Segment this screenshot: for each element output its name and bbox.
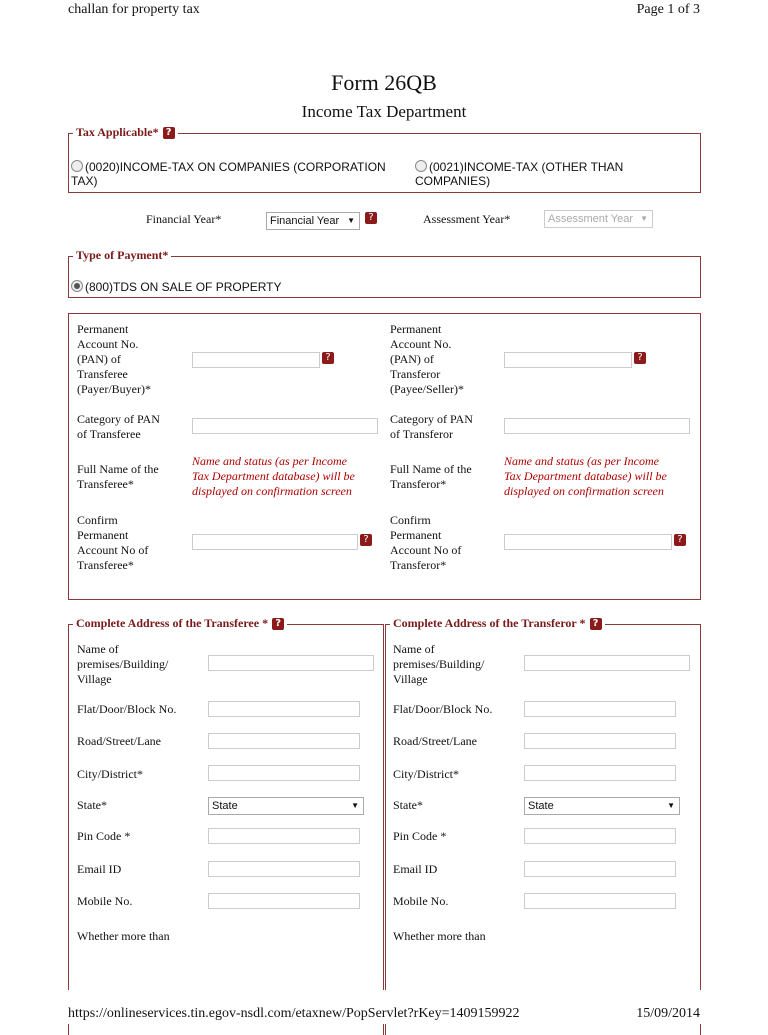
help-icon[interactable]: ? — [365, 212, 377, 224]
transferee-premises-input[interactable] — [208, 655, 374, 671]
transferor-premises-label: Name of premises/Building/ Village — [393, 642, 485, 686]
chevron-down-icon: ▼ — [347, 216, 355, 225]
document-title: challan for property tax — [68, 2, 200, 17]
transferee-mobile-input[interactable] — [208, 893, 360, 909]
transferor-pan-input[interactable] — [504, 352, 632, 368]
financial-year-label: Financial Year* — [146, 212, 222, 226]
form-title: Form 26QB — [331, 70, 437, 95]
transferor-state-label: State* — [393, 798, 423, 812]
transferor-confirm-label: Confirm Permanent Account No of Transferor* — [390, 513, 462, 572]
transferor-city-label: City/District* — [393, 767, 459, 781]
department-name: Income Tax Department — [301, 102, 467, 121]
transferor-mobile-label: Mobile No. — [393, 894, 449, 908]
payment-type-legend: Type of Payment* — [73, 248, 171, 263]
transferee-category-input[interactable] — [192, 418, 378, 434]
footer-date: 15/09/2014 — [636, 1006, 700, 1021]
transferee-flat-input[interactable] — [208, 701, 360, 717]
transferor-mobile-input[interactable] — [524, 893, 676, 909]
transferor-pin-label: Pin Code * — [393, 829, 447, 843]
transferor-flat-label: Flat/Door/Block No. — [393, 702, 493, 716]
transferor-premises-input[interactable] — [524, 655, 690, 671]
payment-option-800[interactable]: (800)TDS ON SALE OF PROPERTY — [71, 280, 282, 294]
transferee-pan-input[interactable] — [192, 352, 320, 368]
page-info: Page 1 of 3 — [636, 2, 700, 17]
transferee-pin-input[interactable] — [208, 828, 360, 844]
transferee-category-label: Category of PAN of Transferee — [77, 412, 160, 441]
help-icon[interactable]: ? — [634, 352, 646, 364]
transferee-road-label: Road/Street/Lane — [77, 734, 161, 748]
transferee-email-input[interactable] — [208, 861, 360, 877]
chevron-down-icon: ▼ — [640, 214, 648, 223]
help-icon[interactable]: ? — [322, 352, 334, 364]
help-icon[interactable]: ? — [163, 127, 175, 139]
transferee-address-legend: Complete Address of the Transferee * ? — [73, 616, 287, 631]
transferor-pan-label: Permanent Account No. (PAN) of Transferor (Payee/Seller)* — [390, 322, 464, 396]
transferor-pin-input[interactable] — [524, 828, 676, 844]
tax-option-0021[interactable]: (0021)INCOME-TAX (OTHER THAN COMPANIES) — [415, 160, 624, 188]
assessment-year-label: Assessment Year* — [423, 212, 511, 226]
transferor-name-note: Name and status (as per Income Tax Department database) will be displayed on confirmation screen — [504, 454, 667, 498]
help-icon[interactable]: ? — [360, 534, 372, 546]
help-icon[interactable]: ? — [674, 534, 686, 546]
transferee-pan-label: Permanent Account No. (PAN) of Transferee (Payer/Buyer)* — [77, 322, 151, 396]
transferee-premises-label: Name of premises/Building/ Village — [77, 642, 169, 686]
transferee-email-label: Email ID — [77, 862, 122, 876]
transferee-confirm-pan-input[interactable] — [192, 534, 358, 550]
chevron-down-icon: ▼ — [351, 801, 359, 810]
transferor-flat-input[interactable] — [524, 701, 676, 717]
transferee-road-input[interactable] — [208, 733, 360, 749]
transferee-city-input[interactable] — [208, 765, 360, 781]
transferee-more-than-label: Whether more than — [77, 929, 170, 943]
tax-applicable-fieldset — [68, 125, 701, 193]
transferor-confirm-pan-input[interactable] — [504, 534, 672, 550]
transferee-pin-label: Pin Code * — [77, 829, 131, 843]
help-icon[interactable]: ? — [590, 618, 602, 630]
transferee-flat-label: Flat/Door/Block No. — [77, 702, 177, 716]
transferor-category-input[interactable] — [504, 418, 690, 434]
transferor-name-label: Full Name of the Transferor* — [390, 462, 472, 491]
transferee-name-note: Name and status (as per Income Tax Department database) will be displayed on confirmation screen — [192, 454, 355, 498]
transferor-email-input[interactable] — [524, 861, 676, 877]
radio-icon[interactable] — [415, 160, 427, 172]
transferor-city-input[interactable] — [524, 765, 676, 781]
transferor-category-label: Category of PAN of Transferor — [390, 412, 473, 441]
radio-icon[interactable] — [71, 280, 83, 292]
tax-option-0020[interactable]: (0020)INCOME-TAX ON COMPANIES (CORPORATION TAX) — [71, 160, 386, 188]
radio-icon[interactable] — [71, 160, 83, 172]
transferee-state-select[interactable]: State ▼ — [208, 797, 364, 815]
transferee-mobile-label: Mobile No. — [77, 894, 133, 908]
transferor-email-label: Email ID — [393, 862, 438, 876]
transferee-state-label: State* — [77, 798, 107, 812]
transferee-name-label: Full Name of the Transferee* — [77, 462, 159, 491]
transferor-more-than-label: Whether more than — [393, 929, 486, 943]
chevron-down-icon: ▼ — [667, 801, 675, 810]
help-icon[interactable]: ? — [272, 618, 284, 630]
transferor-road-label: Road/Street/Lane — [393, 734, 477, 748]
footer-url: https://onlineservices.tin.egov-nsdl.com/etaxnew/PopServlet?rKey=1409159922 — [68, 1006, 520, 1021]
tax-applicable-legend: Tax Applicable* ? — [73, 125, 178, 140]
financial-year-select[interactable]: Financial Year ▼ — [266, 212, 360, 230]
payment-type-fieldset — [68, 248, 701, 298]
assessment-year-select[interactable]: Assessment Year ▼ — [544, 210, 653, 228]
transferor-road-input[interactable] — [524, 733, 676, 749]
transferor-address-legend: Complete Address of the Transferor * ? — [390, 616, 605, 631]
transferee-confirm-label: Confirm Permanent Account No of Transferee* — [77, 513, 149, 572]
transferee-city-label: City/District* — [77, 767, 143, 781]
transferor-state-select[interactable]: State ▼ — [524, 797, 680, 815]
